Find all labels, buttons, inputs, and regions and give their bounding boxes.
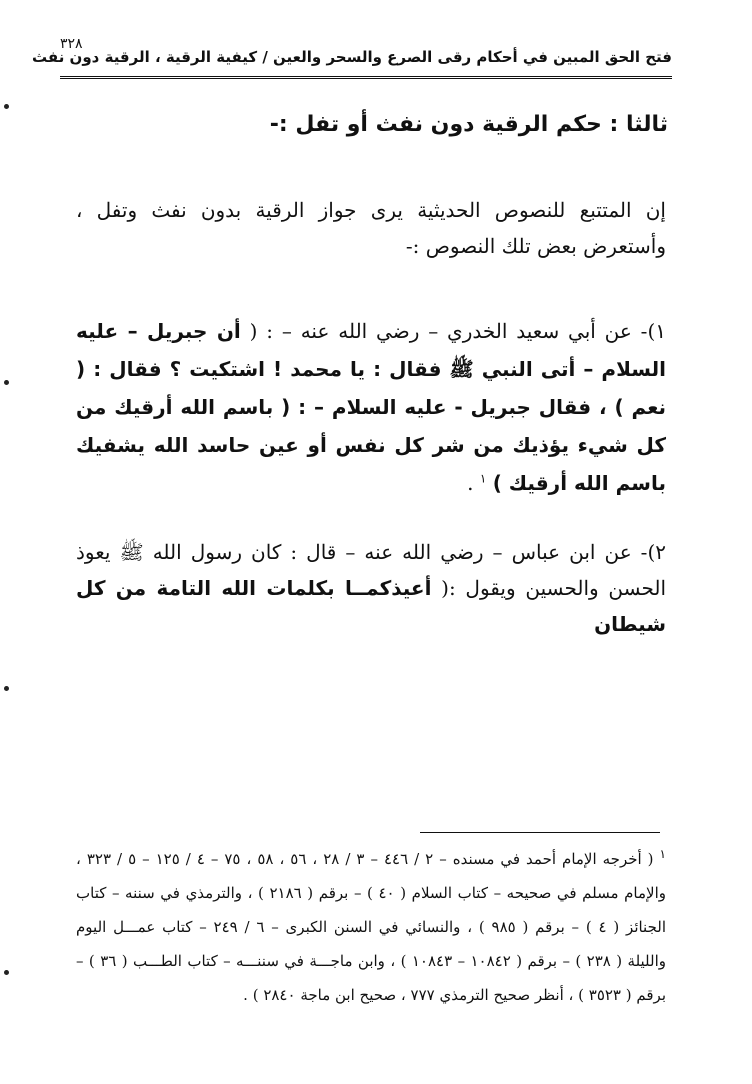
footnote [76,842,666,1012]
header-divider [60,76,672,79]
running-header-title: فتح الحق المبين في أحكام رقى الصرع والسحر والعين / كيفية الرقية ، الرقية دون نفث [32,48,672,66]
hadith-2-text: أعيذكمــا بكلمات الله التامة من كل شيطان [76,576,666,636]
hadith-1-end: . [467,471,474,495]
footnote-divider [420,832,660,833]
margin-dot [4,686,9,691]
hadith-1-lead: ١)- عن أبي سعيد الخدري – رضي الله عنه – : ( [249,319,666,343]
margin-dot [4,970,9,975]
page-number: ٣٢٨ [60,36,83,52]
footnote-text: ( أخرجه الإمام أحمد في مسنده – ٢ / ٤٤٦ – ٣ / ٢٨ ، ٥٦ ، ٥٨ ، ٧٥ – ٤ / ١٢٥ – ٥ / ٣٢٣ ، والإمام مسلم في صحيحه – كتاب السلام ( ٤٠ ) – برقم ( ٢١٨٦ ) ، والترمذي في سننه – كتاب الجنائز ( ٤ ) – برقم ( ٩٨٥ ) ، والنسائي في السنن الكبرى – ٦ / ٢٤٩ – كتاب عمـــل اليوم والليلة ( ٢٣٨ ) – برقم ( ١٠٨٤٢ – ١٠٨٤٣ ) ، وابن ماجـــة في سننـــه – كتاب الطـــب ( ٣٦ ) – برقم ( ٣٥٢٣ ) ، أنظر صحيح الترمذي ٧٧٧ ، صحيح ابن ماجة ٢٨٤٠ ) . [76,850,667,1004]
hadith-1-paragraph [76,312,666,502]
hadith-2-paragraph [76,534,666,642]
footnote-marker: ١ [659,847,666,861]
section-heading: ثالثا : حكم الرقية دون نفث أو تفل :- [269,112,668,137]
intro-paragraph: إن المتتبع للنصوص الحديثية يرى جواز الرقية بدون نفث وتفل ، وأستعرض بعض تلك النصوص :- [76,198,666,258]
margin-dot [4,104,9,109]
running-header [32,36,672,72]
hadith-2-lead: ٢)- عن ابن عباس – رضي الله عنه – قال : كان رسول الله ﷺ يعوذ الحسن والحسين ويقول :( [76,540,667,600]
margin-dot [4,380,9,385]
footnote-reference[interactable]: ١ [479,471,487,486]
hadith-1-text: أن جبريل – عليه السلام – أتى النبي ﷺ فقال : يا محمد ! اشتكيت ؟ فقال : ( نعم ) ، فقال جبريل - عليه السلام – : ( باسم الله أرقيك من كل شيء يؤذيك من شر كل نفس أو عين حاسد الله يشفيك باسم الله أرقيك ) [76,319,666,495]
